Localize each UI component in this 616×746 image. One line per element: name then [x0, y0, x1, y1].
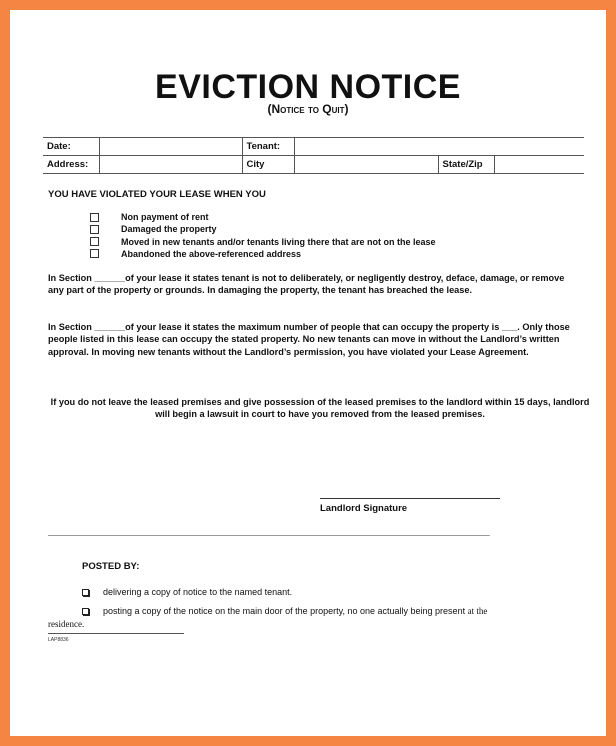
violation-checkbox[interactable] [90, 237, 99, 246]
door-label-end: residence. [48, 619, 85, 629]
document-page [10, 10, 606, 736]
address-field[interactable] [99, 156, 242, 174]
date-label: Date: [43, 138, 99, 156]
address-label: Address: [43, 156, 99, 174]
date-field[interactable] [99, 138, 242, 156]
violations-list [90, 211, 436, 260]
door-label: posting a copy of the notice on the main door of the property, no one actually being present [103, 606, 466, 616]
violation-item [90, 211, 436, 223]
info-table [43, 137, 584, 174]
violation-label: Abandoned the above-referenced address [121, 248, 302, 259]
posted-option-door [82, 606, 487, 616]
deliver-checkbox[interactable] [82, 589, 89, 596]
violation-checkbox[interactable] [90, 249, 99, 258]
state-zip-label: State/Zip [438, 156, 494, 174]
info-row-address [43, 156, 584, 174]
form-code: LAP8836 [48, 637, 69, 643]
tenant-label: Tenant: [242, 138, 294, 156]
occupancy-paragraph: In Section ______of your lease it states the maximum number of people that can occupy the property is ___. Only those people listed in this lease can occupy the stated property. No new tenants can move in without the Landlord’s written approval. In moving new tenants without the Landlord’s permission, you have violated your Lease Agreement. [48, 322, 570, 357]
info-row-date [43, 138, 584, 156]
violation-label: Non payment of rent [121, 212, 209, 222]
violation-label: Damaged the property [121, 224, 217, 235]
violation-item [90, 248, 436, 260]
posted-option-deliver [82, 587, 292, 597]
deliver-label: delivering a copy of notice to the named tenant. [103, 587, 293, 597]
warning-paragraph: If you do not leave the leased premises and give possession of the leased premises to the landlord within 15 days, landlord will begin a lawsuit in court to have you removed from the leased premises. [50, 397, 590, 419]
violation-checkbox[interactable] [90, 213, 99, 222]
violations-heading: YOU HAVE VIOLATED YOUR LEASE WHEN YOU [48, 189, 266, 200]
violation-item [90, 236, 436, 248]
violation-checkbox[interactable] [90, 225, 99, 234]
document-subtitle: (Notice to Quit) [267, 102, 349, 116]
footer-divider [48, 633, 184, 634]
signature-label: Landlord Signature [320, 503, 408, 514]
door-label-tail: at the [467, 606, 488, 616]
document-title: EVICTION NOTICE [155, 68, 461, 106]
state-zip-field[interactable] [494, 156, 584, 174]
section-divider: ______________________________________________________________________________________________________________ [48, 526, 489, 536]
violation-item [90, 223, 436, 235]
city-field[interactable] [294, 156, 438, 174]
tenant-field[interactable] [294, 138, 584, 156]
door-checkbox[interactable] [82, 608, 89, 615]
damage-paragraph: In Section ______of your lease it states tenant is not to deliberately, or negligently destroy, deface, damage, or remove any part of the property or grounds. In damaging the property, the tenant has breached the lease. [48, 273, 565, 296]
violation-label: Moved in new tenants and/or tenants living there that are not on the lease [121, 236, 436, 247]
posted-by-heading: POSTED BY: [82, 561, 140, 572]
city-label: City [242, 156, 294, 174]
signature-line[interactable] [320, 498, 500, 499]
